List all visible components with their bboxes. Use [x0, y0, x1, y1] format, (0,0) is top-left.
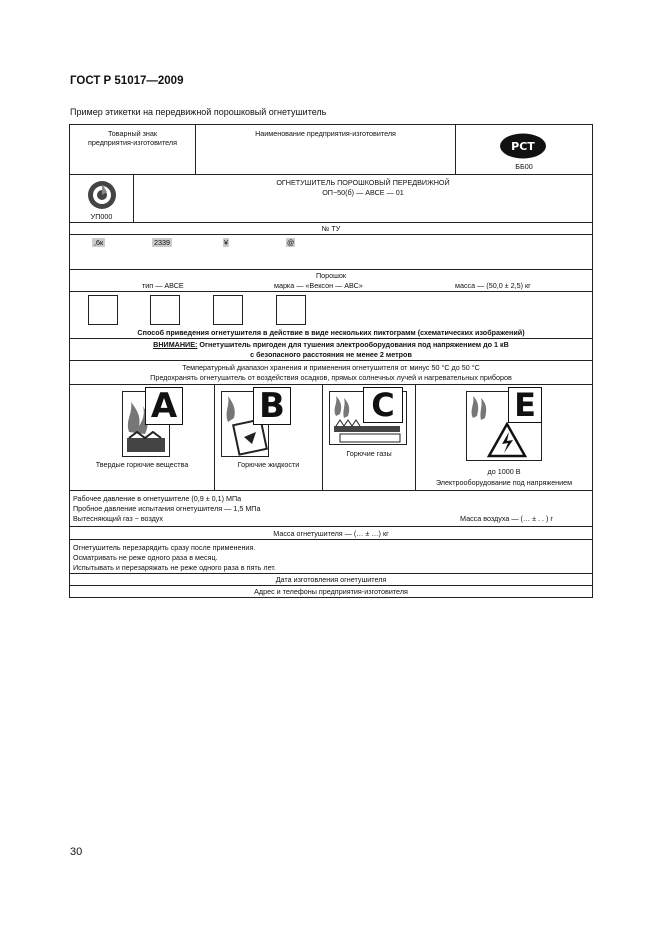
activation-description: Способ приведения огнетушителя в действие в виде нескольких пиктограмм (схематических изображений) [137, 328, 525, 337]
trademark-line1: Товарный знак [107, 129, 158, 138]
powder-title: Порошок [315, 271, 347, 280]
certification-code: ББ00 [515, 162, 533, 171]
row-codes [70, 235, 592, 270]
powder-brand: марка — «Вексон — АВС» [274, 281, 363, 290]
row-tu [70, 223, 592, 235]
fire-class-c-cell [323, 385, 416, 490]
trademark-line2: предприятия-изготовителя [87, 138, 178, 147]
row-brand [70, 125, 592, 175]
warning-text: Огнетушитель пригоден для тушения электрооборудования под напряжением до 1 кВ [197, 340, 509, 349]
pictogram-placeholder [88, 295, 118, 325]
extinguisher-label [69, 124, 593, 598]
pictogram-placeholder [276, 295, 306, 325]
product-title-cell [134, 175, 592, 222]
fire-class-e-voltage: до 1000 В [487, 467, 521, 476]
protection-notice: Предохранять огнетушитель от воздействия осадков, прямых солнечных лучей и нагревательных приборов [150, 373, 512, 382]
certification-cell [456, 125, 592, 174]
tu-number: № ТУ [321, 224, 341, 233]
row-fire-classes [70, 385, 592, 491]
air-mass: Масса воздуха — (… ± . . ) г [460, 514, 554, 523]
fire-class-a-letter: A [145, 387, 183, 425]
warning-line1 [70, 340, 592, 349]
product-model: ОП−50(б) — АВСЕ — 01 [322, 188, 404, 197]
manufacturer-cell [196, 125, 456, 174]
fire-class-e-letter: E [508, 387, 542, 423]
fire-class-e-caption: Электрооборудование под напряжением [435, 478, 573, 487]
propellant-gas: Вытесняющий газ − воздух [73, 514, 163, 523]
instruction-item: Огнетушитель перезарядить сразу после применения. [73, 543, 256, 552]
manufacturer-name: Наименование предприятия-изготовителя [255, 129, 396, 138]
pictogram-placeholder [150, 295, 180, 325]
certification-mark-text: РСТ [511, 140, 535, 153]
fire-class-b-caption: Горючие жидкости [237, 460, 300, 469]
row-warning [70, 339, 592, 361]
fire-safety-code: УП000 [90, 212, 113, 221]
row-mass [70, 527, 592, 540]
row-date [70, 574, 592, 586]
row-instructions [70, 540, 592, 574]
row-powder [70, 270, 592, 292]
fire-class-c-caption: Горючие газы [346, 449, 392, 458]
fire-safety-cell [70, 175, 134, 222]
instruction-item: Осматривать не реже одного раза в месяц. [73, 553, 218, 562]
row-product [70, 175, 592, 223]
row-address [70, 586, 592, 597]
manufacturer-address: Адрес и телефоны предприятия-изготовителя [254, 587, 408, 596]
fire-class-c-letter: C [363, 387, 403, 423]
row-pressure [70, 491, 592, 527]
instruction-item: Испытывать и перезаряжать не реже одного раза в пять лет. [73, 563, 276, 572]
warning-label: ВНИМАНИЕ: [153, 340, 198, 349]
product-title: ОГНЕТУШИТЕЛЬ ПОРОШКОВЫЙ ПЕРЕДВИЖНОЙ [276, 178, 450, 187]
fire-class-b-letter: B [253, 387, 291, 425]
fire-safety-icon [87, 180, 117, 210]
page-number: 30 [70, 846, 83, 858]
code-item: ,6к [94, 238, 104, 247]
code-item: ¥ [224, 238, 228, 247]
extinguisher-mass: Масса огнетушителя — (… ± …) кг [273, 529, 389, 538]
figure-caption: Пример этикетки на передвижной порошковый огнетушитель [70, 107, 327, 117]
trademark-cell [70, 125, 196, 174]
fire-class-a-cell [70, 385, 215, 490]
fire-class-b-cell [215, 385, 323, 490]
fire-class-e-cell [416, 385, 592, 490]
row-temperature [70, 361, 592, 385]
test-pressure: Пробное давление испытания огнетушителя — 1,5 МПа [73, 504, 261, 513]
code-item: 2339 [154, 238, 170, 247]
certification-mark-icon [499, 133, 547, 159]
temperature-range: Температурный диапазон хранения и применения огнетушителя от минус 50 °С до 50 °С [182, 363, 480, 372]
working-pressure: Рабочее давление в огнетушителе (0,9 ± 0,1) МПа [73, 494, 242, 503]
powder-type: тип — АВСЕ [142, 281, 184, 290]
warning-line2: с безопасного расстояния не менее 2 метров [250, 350, 412, 359]
document-code: ГОСТ Р 51017—2009 [70, 75, 184, 87]
fire-class-a-caption: Твердые горючие вещества [95, 460, 189, 469]
code-item: @ [287, 238, 295, 247]
pictogram-placeholder [213, 295, 243, 325]
manufacture-date: Дата изготовления огнетушителя [275, 575, 387, 584]
powder-mass: масса — (50,0 ± 2,5) кг [455, 281, 531, 290]
row-activation [70, 292, 592, 339]
